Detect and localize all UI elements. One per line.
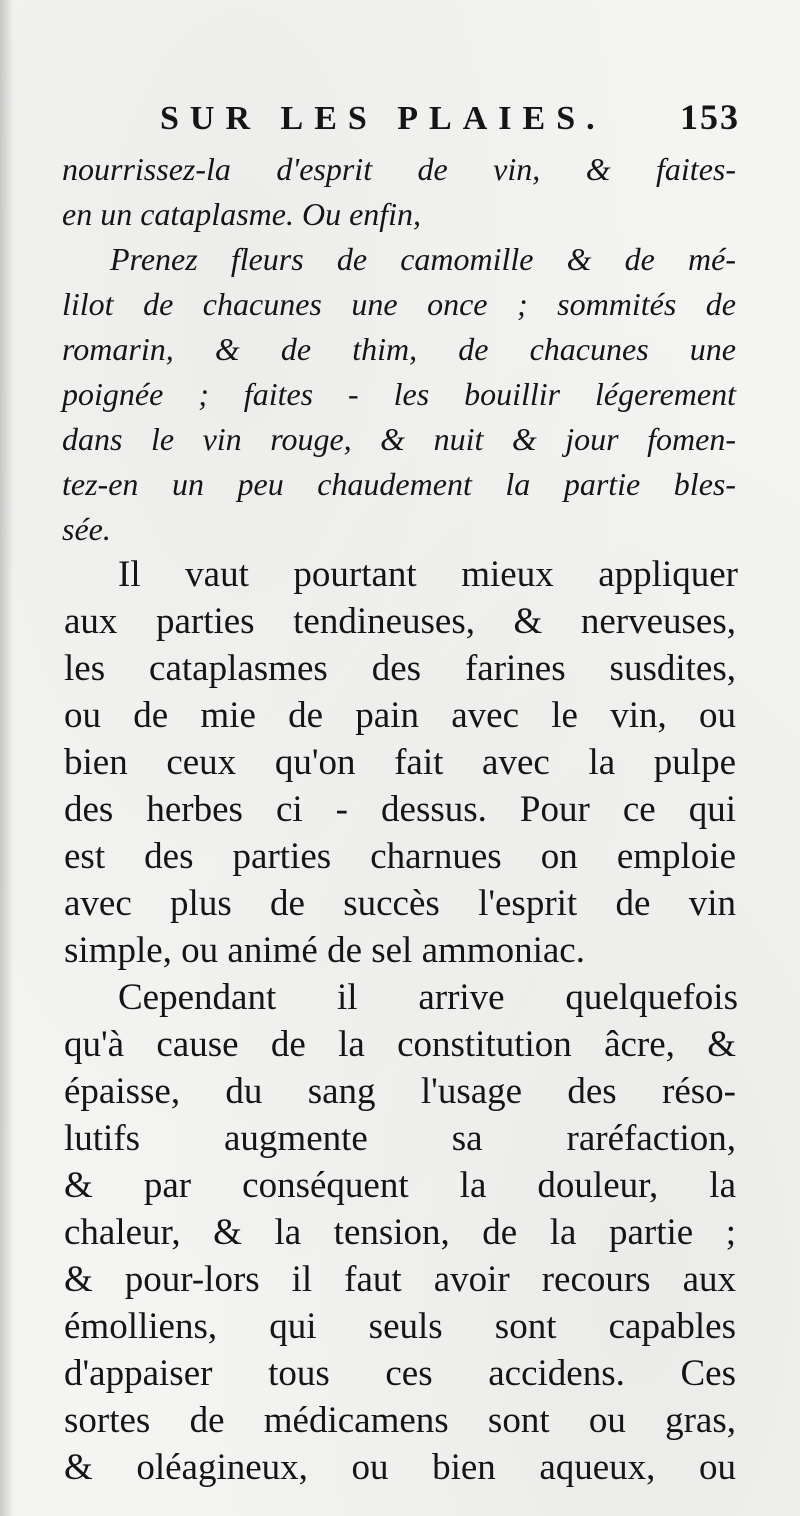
page-number: 153 [680,97,740,137]
text-line: & oléagineux, ou bien aqueux, ou [64,1447,736,1488]
text-line: sortes de médicamens sont ou gras, [64,1400,736,1441]
text-line: émolliens, qui seuls sont capables [64,1306,736,1347]
text-line: & pour-lors il faut avoir recours aux [64,1259,736,1300]
text-line: aux parties tendineuses, & nerveuses, [64,601,736,642]
text-line: ou de mie de pain avec le vin, ou [64,695,736,736]
text-line: épaisse, du sang l'usage des réso- [64,1071,736,1112]
text-line: les cataplasmes des farines susdites, [64,648,736,689]
text-line: qu'à cause de la constitution âcre, & [64,1024,736,1065]
text-line: Prenez fleurs de camomille & de mé- [110,241,736,277]
text-line: simple, ou animé de sel ammoniac. [64,930,585,971]
text-line: est des parties charnues on emploie [64,836,736,877]
text-line: en un cataplasme. Ou enfin, [62,196,422,232]
text-line: sée. [62,511,111,547]
text-line: des herbes ci - dessus. Pour ce qui [64,789,736,830]
text-line: Cependant il arrive quelquefois [118,977,738,1018]
text-line: tez-en un peu chaudement la partie bles- [62,466,736,502]
text-line: d'appaiser tous ces accidens. Ces [64,1353,736,1394]
text-line: lutifs augmente sa raréfaction, [64,1118,736,1159]
page-edge-shadow [0,0,14,1516]
text-line: avec plus de succès l'esprit de vin [64,883,736,924]
text-line: & par conséquent la douleur, la [64,1165,736,1206]
text-line: nourrissez-la d'esprit de vin, & faites- [62,151,736,187]
text-line: bien ceux qu'on fait avec la pulpe [64,742,736,783]
text-line: dans le vin rouge, & nuit & jour fomen- [62,421,736,457]
text-line: romarin, & de thim, de chacunes une [62,331,736,367]
text-line: poignée ; faites - les bouillir légerement [62,376,736,412]
page-header [160,92,740,152]
text-line: Il vaut pourtant mieux appliquer [118,554,738,595]
text-line: chaleur, & la tension, de la partie ; [64,1212,736,1253]
text-line: lilot de chacunes une once ; sommités de [62,286,736,322]
running-head: SUR LES PLAIES. [160,100,606,137]
